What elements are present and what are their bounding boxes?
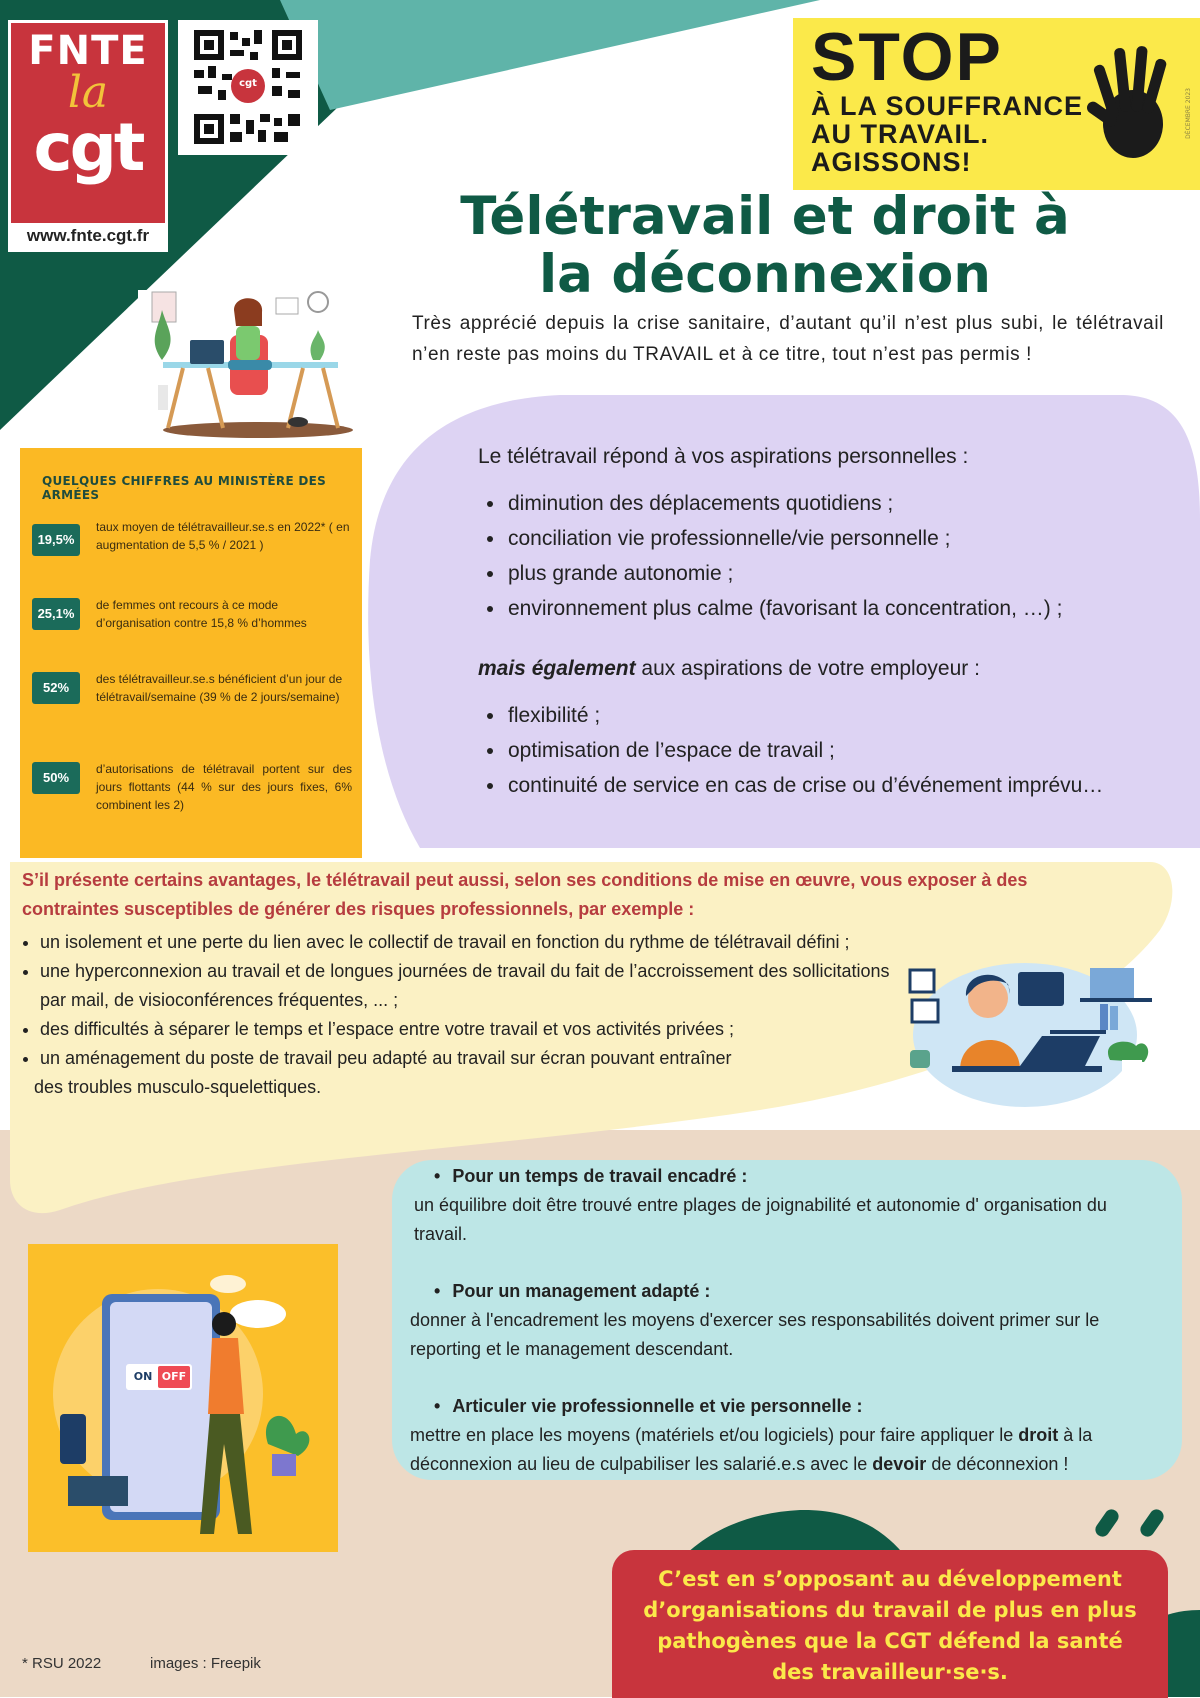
demand-text-1: un équilibre doit être trouvé entre plages de joignabilité et autonomie d' organisation du travail. <box>414 1195 1107 1244</box>
intro-paragraph: Très apprécié depuis la crise sanitaire, d’autant qu’il n’est plus subi, le télétravail n’en reste pas moins du TRAVAIL et à ce titre, tout n’est pas permis ! <box>412 313 1164 365</box>
employer-heading-rest: aux aspirations de votre employeur : <box>635 657 980 680</box>
stop-hand-icon <box>1083 34 1175 174</box>
stat-text: taux moyen de télétravailleur.se.s en 2022* ( en augmentation de 5,5 % / 2021 ) <box>96 520 350 552</box>
cgt-logo <box>8 20 168 252</box>
phone-toggle-icon <box>28 1244 338 1552</box>
conclusion-text <box>612 1550 1168 1688</box>
employer-list <box>478 698 1178 803</box>
title-line-1: Télétravail et droit à <box>460 186 1070 247</box>
list-item: • plus grande autonomie ; <box>506 556 1178 591</box>
list-item: • optimisation de l’espace de travail ; <box>506 733 1178 768</box>
stats-title: QUELQUES CHIFFRES AU MINISTÈRE DES ARMÉES <box>42 474 327 502</box>
list-item: • environnement plus calme (favorisant la concentration, …) ; <box>506 591 1178 626</box>
stat-value: 50% <box>32 762 80 794</box>
teal-stripe <box>280 0 820 110</box>
stats-box <box>20 448 362 858</box>
disconnect-toggle-illustration <box>28 1244 338 1552</box>
risks-intro: S’il présente certains avantages, le télétravail peut aussi, selon ses conditions de mise en œuvre, vous exposer à des contraintes susceptibles de générer des risques professionnels, par exemple : <box>22 870 1028 919</box>
logo-fnte: FNTE <box>28 28 148 74</box>
risks-tail: des troubles musculo-squelettiques. <box>34 1077 322 1097</box>
logo-cgt: cgt <box>33 109 143 186</box>
list-item: • un aménagement du poste de travail peu adapté au travail sur écran pouvant entraîner <box>40 1044 902 1073</box>
aspirations-heading: Le télétravail répond à vos aspirations personnelles : <box>478 445 969 468</box>
footer-credits: images : Freepik <box>150 1655 261 1672</box>
demand-text-3-mid: à la déconnexion au lieu de culpabiliser les salarié.e.s avec le <box>410 1425 1093 1474</box>
risks-list <box>22 928 902 1073</box>
conclusion-line-1: C’est en s’opposant au développement <box>658 1567 1122 1591</box>
risks-list-section <box>22 928 902 1102</box>
demand-block-1 <box>410 1162 1160 1249</box>
footer-source: * RSU 2022 <box>22 1655 102 1672</box>
stop-date: DÉCEMBRE 2023 <box>1185 88 1192 139</box>
demand-block-2 <box>410 1277 1160 1364</box>
demand-text-3-devoir: devoir <box>872 1454 927 1474</box>
page-title <box>360 188 1170 304</box>
demand-title-2: • Pour un management adapté : <box>410 1277 1160 1306</box>
qr-cgt-label: cgt <box>239 78 257 89</box>
stat-text: de femmes ont recours à ce mode d’organisation contre 15,8 % d’hommes <box>96 598 307 630</box>
headset-worker-illustration <box>900 950 1162 1110</box>
demands-section <box>410 1162 1160 1507</box>
stat-value: 52% <box>32 672 80 704</box>
title-line-2: la déconnexion <box>538 244 991 305</box>
stat-text: des télétravailleur.se.s bénéficient d’un jour de télétravail/semaine (39 % de 2 jours/semaine) <box>96 672 343 704</box>
headset-worker-icon <box>900 950 1162 1110</box>
toggle-off-label: OFF <box>161 1370 187 1383</box>
list-item: • diminution des déplacements quotidiens ; <box>506 486 1178 521</box>
qr-code[interactable] <box>178 20 318 155</box>
conclusion-line-4: des travailleur·se·s. <box>772 1660 1008 1684</box>
demand-text-3-post: de déconnexion ! <box>926 1454 1069 1474</box>
stop-line-3: AGISSONS! <box>811 147 972 177</box>
demand-title-3: • Articuler vie professionnelle et vie personnelle : <box>410 1392 1160 1421</box>
list-item: • une hyperconnexion au travail et de longues journées de travail du fait de l’accroissement des sollicitations par mail, de visioconférences fréquentes, ... ; <box>40 957 902 1015</box>
demand-text-3-pre: mettre en place les moyens (matériels et/ou logiciels) pour faire appliquer le <box>410 1425 1019 1445</box>
list-item: • continuité de service en cas de crise ou d’événement imprévu… <box>506 768 1178 803</box>
stat-value: 25,1% <box>32 598 80 630</box>
employer-emphasis: mais également <box>478 657 636 680</box>
logo-la: la <box>67 67 109 118</box>
aspirations-list <box>478 486 1178 626</box>
list-item: • un isolement et une perte du lien avec le collectif de travail en fonction du rythme de télétravail défini ; <box>40 928 902 957</box>
demand-title-1: • Pour un temps de travail encadré : <box>410 1162 1160 1191</box>
stat-value: 19,5% <box>32 524 80 556</box>
teleworker-desk-icon <box>138 290 364 440</box>
employer-heading <box>478 652 1178 686</box>
stop-title: STOP <box>811 19 1003 95</box>
logo-url[interactable]: www.fnte.cgt.fr <box>11 223 165 249</box>
stop-subtitle <box>811 92 1083 176</box>
list-item: • des difficultés à séparer le temps et l’espace entre votre travail et vos activités privées ; <box>40 1015 902 1044</box>
demand-block-3 <box>410 1392 1160 1479</box>
list-item: • flexibilité ; <box>506 698 1178 733</box>
toggle-on-label: ON <box>133 1370 153 1383</box>
conclusion-line-3: pathogènes que la CGT défend la santé <box>657 1629 1123 1653</box>
conclusion-line-2: d’organisations du travail de plus en plus <box>643 1598 1137 1622</box>
list-item: • conciliation vie professionnelle/vie personnelle ; <box>506 521 1178 556</box>
teleworker-desk-illustration <box>138 290 364 440</box>
stat-text: d’autorisations de télétravail portent sur des jours flottants (44 % sur des jours fixes, 6% combinent les 2) <box>96 762 352 812</box>
conclusion-box <box>612 1550 1168 1698</box>
stop-banner <box>793 18 1200 190</box>
stop-line-1: À LA SOUFFRANCE <box>811 91 1083 121</box>
demand-text-3 <box>410 1421 1155 1479</box>
aspirations-section <box>478 440 1178 803</box>
demand-text-2: donner à l'encadrement les moyens d'exercer ses responsabilités doivent primer sur le reporting et le management descendant. <box>410 1310 1100 1359</box>
demand-text-3-droit: droit <box>1018 1425 1059 1445</box>
stop-line-2: AU TRAVAIL. <box>811 119 989 149</box>
